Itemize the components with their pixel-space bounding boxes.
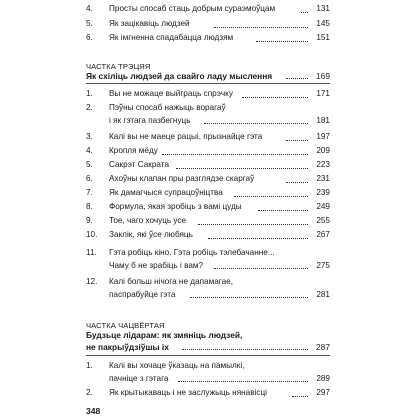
toc-entry-number: 8. [86, 202, 93, 211]
toc-entry-page: 297 [316, 388, 330, 397]
leader-dots [204, 122, 308, 124]
toc-entry-title: Як зацікавіць людзей [109, 19, 190, 28]
toc-entry [86, 276, 330, 302]
toc-entry [86, 247, 330, 273]
toc-entry [86, 131, 330, 144]
toc-entry [86, 159, 330, 172]
leader-dots [178, 380, 308, 382]
leader-dots [292, 395, 308, 397]
leader-dots [182, 348, 308, 350]
toc-entry-page: 223 [316, 160, 330, 169]
toc-entry-title: Кропля мёду [109, 146, 158, 155]
part-title [86, 329, 330, 353]
toc-entry-page: 197 [316, 132, 330, 141]
toc-entry [86, 102, 330, 128]
toc-entry-title: Як імгненна спадабацца людзям [109, 33, 234, 42]
toc-entry-title-line2: і як гэтага пазбегнуць [109, 115, 191, 125]
toc-entry-number: 2. [86, 388, 93, 397]
leader-dots [214, 26, 308, 28]
toc-entry-page: 171 [316, 89, 330, 98]
toc-entry [86, 145, 330, 158]
leader-dots [286, 181, 308, 183]
toc-entry-page: 281 [316, 289, 330, 299]
toc-entry [86, 229, 330, 242]
leader-dots [234, 195, 308, 197]
toc-entry [86, 32, 330, 45]
toc-entry [86, 360, 330, 386]
part-label: ЧАСТКА ЧАЦВЁРТАЯ [86, 321, 165, 330]
toc-entry-number: 1. [86, 89, 93, 98]
part-title-page: 287 [316, 342, 330, 352]
toc-entry [86, 187, 330, 200]
toc-entry-page: 231 [316, 174, 330, 183]
toc-entry-page: 151 [316, 33, 330, 42]
part-divider [86, 83, 330, 84]
part-title-line1: Будзьце лідарам: як змяніць людзей, [86, 330, 243, 340]
leader-dots [208, 237, 308, 239]
toc-entry-title: Ахоўны клапан пры разглядзе скаргаў [109, 174, 255, 183]
toc-entry-page: 145 [316, 19, 330, 28]
leader-dots [214, 267, 308, 269]
toc-entry-number: 2. [86, 103, 93, 112]
leader-dots [301, 11, 308, 13]
toc-entry-title: Формула, якая зробіць з вамі цуды [109, 202, 242, 211]
toc-entry-title-line2: Чаму б не зрабіць і вам? [109, 260, 204, 270]
leader-dots [162, 153, 308, 155]
toc-entry-title: Вы не можаце выйграць спрэчку [109, 89, 233, 98]
toc-entry-title: Калі вы не маеце рацыі, прызнайце гэта [109, 132, 263, 141]
toc-entry-number: 12. [86, 277, 98, 286]
toc-entry-title-line2: паспрабуйце гэта [109, 289, 176, 299]
toc-entry-page: 181 [316, 115, 330, 125]
toc-entry-number: 10. [86, 230, 98, 239]
toc-entry-page: 267 [316, 230, 330, 239]
toc-entry-title: Просты спосаб стаць добрым сураэмоўцам [109, 4, 276, 13]
part-title-line2: не пакрыўдзіўшы іх [86, 342, 169, 352]
toc-entry-number: 6. [86, 33, 93, 42]
toc-entry-title: Як крытыкаваць і не заслужыць нянавісці [109, 388, 267, 397]
toc-entry [86, 88, 330, 101]
toc-entry-number: 6. [86, 174, 93, 183]
toc-entry-page: 131 [316, 4, 330, 13]
leader-dots [286, 77, 308, 79]
leader-dots [190, 296, 308, 298]
toc-entry-title-line2: пачніце з гэтага [109, 373, 169, 383]
toc-entry-number: 9. [86, 216, 93, 225]
toc-entry-title-line1: Калі вы хочаце ўказаць на памылкі, [109, 361, 245, 370]
part-divider [86, 355, 330, 356]
toc-entry-number: 3. [86, 132, 93, 141]
toc-entry-page: 255 [316, 216, 330, 225]
toc-entry-number: 5. [86, 19, 93, 28]
toc-entry-title-line1: Гэта робіць кіно. Гэта робіць тэлебачанне... [109, 248, 275, 257]
part-label: ЧАСТКА ТРЭЦЯЯ [86, 62, 151, 71]
part-title-text: Як схіліць людзей да свайго ладу мыслення [86, 71, 273, 81]
toc-entry [86, 201, 330, 214]
toc-entry-page: 239 [316, 188, 330, 197]
toc-entry-number: 1. [86, 361, 93, 370]
leader-dots [286, 139, 308, 141]
toc-entry-title: Заклік, які ўсе любяць [109, 230, 193, 239]
toc-entry [86, 3, 330, 16]
leader-dots [242, 96, 308, 98]
leader-dots [256, 40, 308, 42]
toc-entry-title-line1: Калі больш нічога не дапамагае, [109, 277, 233, 286]
leader-dots [258, 209, 308, 211]
toc-entry-page: 275 [316, 260, 330, 270]
toc-entry [86, 387, 330, 400]
toc-entry-number: 4. [86, 4, 93, 13]
leader-dots [198, 223, 308, 225]
part-title-page: 169 [316, 71, 330, 81]
toc-entry [86, 173, 330, 186]
toc-entry [86, 215, 330, 228]
page-number: 348 [86, 406, 101, 416]
toc-entry-title: Сакрэт Сакрата [109, 160, 169, 169]
toc-entry-page: 249 [316, 202, 330, 211]
toc-entry-page: 289 [316, 373, 330, 383]
toc-entry-number: 7. [86, 188, 93, 197]
leader-dots [176, 167, 308, 169]
toc-entry-page: 209 [316, 146, 330, 155]
toc-entry-number: 5. [86, 160, 93, 169]
toc-entry-title: Тое, чаго хочуць усе [109, 216, 187, 225]
toc-entry-number: 4. [86, 146, 93, 155]
toc-entry-title-line1: Пэўны спосаб нажыць ворагаў [109, 103, 226, 112]
toc-entry-title: Як дамагчыся супрацоўніцтва [109, 188, 223, 197]
toc-entry [86, 18, 330, 31]
toc-entry-number: 11. [86, 248, 97, 257]
part-title [86, 70, 330, 82]
